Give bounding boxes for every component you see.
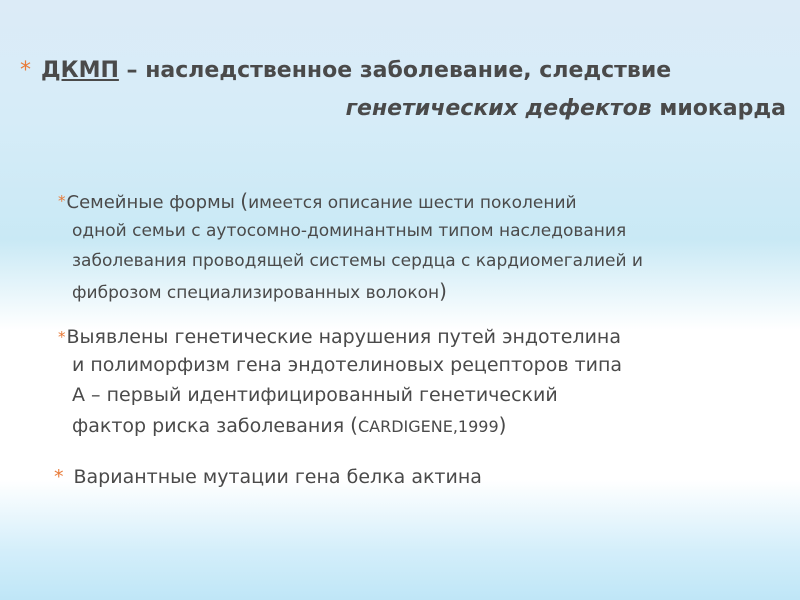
bullet-asterisk: * — [54, 466, 64, 488]
bullet-text: Выявлены генетические нарушения путей эндотелина — [66, 326, 621, 348]
bullet-list — [54, 186, 758, 492]
bullet-line: фиброзом специализированных волокон — [72, 283, 440, 303]
slide-title — [20, 52, 790, 128]
bullet-lead: Семейные формы — [66, 192, 235, 213]
bullet-item-genetic-disorders — [58, 322, 758, 442]
bullet-text: имеется описание шести поколений — [248, 193, 577, 213]
title-italic-text: генетических дефектов — [345, 96, 652, 121]
bullet-text: Вариантные мутации гена белка актина — [73, 466, 482, 488]
reference: CARDIGENE,1999 — [357, 417, 499, 436]
bullet-line: и полиморфизм гена эндотелиновых рецепторов типа — [72, 354, 623, 376]
title-abbreviation: ДКМП — [41, 58, 119, 83]
paren-open: ( — [240, 189, 249, 213]
bullet-item-family-forms — [58, 186, 758, 308]
bullet-item-actin-mutations — [54, 462, 758, 492]
title-text-2: миокарда — [651, 96, 786, 121]
paren-close: ) — [498, 413, 507, 437]
title-line-2 — [20, 90, 790, 128]
bullet-asterisk: * — [58, 328, 66, 346]
title-line-1 — [20, 52, 790, 90]
bullet-continuation — [58, 350, 758, 442]
bullet-asterisk: * — [58, 192, 66, 210]
title-bullet-asterisk: * — [20, 58, 31, 83]
paren-open: ( — [350, 413, 358, 437]
bullet-line: фактор риска заболевания — [72, 415, 351, 437]
bullet-line: одной семьи с аутосомно-доминантным типом наследования — [72, 221, 627, 241]
bullet-line: заболевания проводящей системы сердца с кардиомегалией и — [72, 251, 643, 271]
title-text-1: – наследственное заболевание, следствие — [118, 58, 672, 83]
paren-close: ) — [439, 279, 447, 303]
bullet-line: А – первый идентифицированный генетический — [72, 384, 558, 406]
bullet-continuation — [58, 216, 758, 308]
